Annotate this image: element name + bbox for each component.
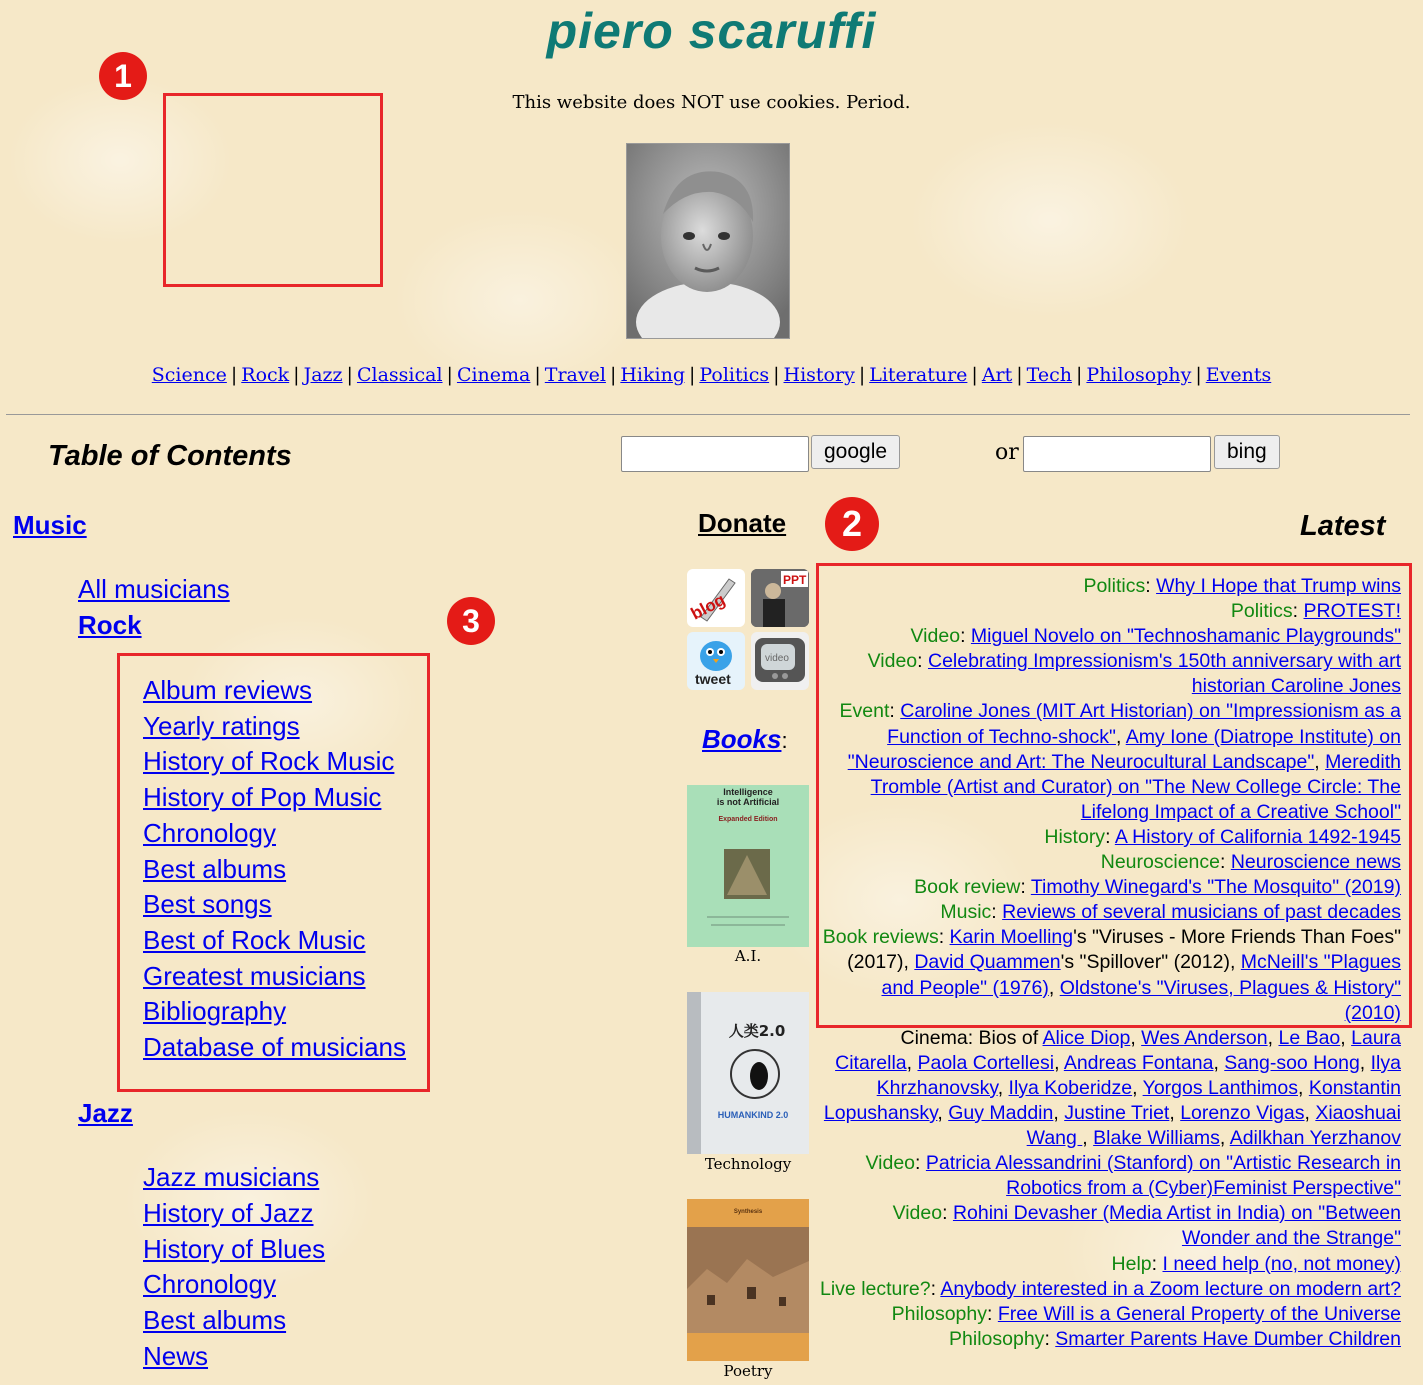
book-caption-poetry: Poetry xyxy=(723,1362,773,1380)
nav-cinema[interactable]: Cinema xyxy=(456,364,531,386)
nav-separator: | xyxy=(1076,364,1083,386)
news-link[interactable]: Anybody interested in a Zoom lecture on modern art? xyxy=(940,1277,1402,1300)
news-link[interactable]: I need help (no, not money) xyxy=(1162,1252,1401,1275)
news-category: Philosophy xyxy=(949,1327,1045,1350)
news-link[interactable]: Laura Citarella xyxy=(835,1026,1401,1074)
rock-database-of-musicians[interactable]: Database of musicians xyxy=(143,1032,407,1062)
news-text: , xyxy=(1132,1076,1143,1099)
news-item: Philosophy: Smarter Parents Have Dumber Children xyxy=(949,1327,1401,1350)
news-category: History xyxy=(1044,825,1106,848)
badge-3: 3 xyxy=(447,597,495,645)
news-item: History: A History of California 1492-1945 xyxy=(1044,825,1401,848)
news-link[interactable]: Adilkhan Yerzhanov xyxy=(1229,1127,1401,1150)
nav-separator: | xyxy=(773,364,780,386)
rock-best-albums[interactable]: Best albums xyxy=(143,854,287,884)
news-item: Video: Celebrating Impressionism's 150th anniversary with art historian Caroline Jones xyxy=(867,650,1401,698)
nav-separator: | xyxy=(609,364,617,386)
news-link[interactable]: Sang-soo Hong xyxy=(1224,1051,1360,1074)
news-link[interactable]: Patricia Alessandrini (Stanford) on "Artistic Research in Robotics from a (Cyber)Feminist Perspective" xyxy=(925,1152,1401,1200)
news-category: Video xyxy=(910,625,961,648)
news-item: Event: Caroline Jones (MIT Art Historian) on "Impressionism as a Function of Techno-shock", Amy Ione (Diatrope Institute) on "Neuroscience and Art: The Neurocultural Landscape", Meredith Tromble (Artist and Curator) on "The New College Circle: The Lifelong Impact of a Creative School" xyxy=(839,700,1401,823)
nav-rock[interactable]: Rock xyxy=(241,364,290,386)
nav-tech[interactable]: Tech xyxy=(1026,364,1072,386)
news-link[interactable]: Le Bao xyxy=(1278,1026,1341,1049)
news-category: Book reviews xyxy=(822,926,939,949)
news-link[interactable]: McNeill's "Plagues and People" (1976) xyxy=(881,951,1401,999)
rock-yearly-ratings[interactable]: Yearly ratings xyxy=(143,711,300,741)
nav-history[interactable]: History xyxy=(783,364,855,386)
jazz-history-of-jazz[interactable]: History of Jazz xyxy=(143,1198,314,1228)
nav-separator: | xyxy=(1016,364,1023,386)
news-text: 's "Spillover" (2012), xyxy=(1060,951,1241,974)
news-item: Neuroscience: Neuroscience news xyxy=(1100,851,1401,874)
nav-separator: | xyxy=(534,364,541,386)
news-text: , xyxy=(1314,750,1326,773)
news-item: Politics: PROTEST! xyxy=(1230,600,1401,623)
bing-search-button[interactable]: bing xyxy=(1214,435,1280,469)
toc-rock[interactable]: Rock xyxy=(78,610,142,640)
news-category: Video xyxy=(867,650,918,673)
news-category: Music xyxy=(940,901,992,924)
news-link[interactable]: Ilya Koberidze xyxy=(1008,1076,1133,1099)
news-link[interactable]: Oldstone's "Viruses, Plagues & History" (2010) xyxy=(1059,976,1401,1024)
highlight-box-2 xyxy=(816,563,1412,1028)
divider xyxy=(6,414,1410,415)
news-category: Video xyxy=(892,1202,943,1225)
jazz-news[interactable]: News xyxy=(143,1341,209,1371)
news-link[interactable]: Reviews of several musicians of past decades xyxy=(1002,901,1401,924)
google-search-input[interactable] xyxy=(621,436,809,472)
news-link[interactable]: Lorenzo Vigas xyxy=(1180,1101,1305,1124)
or-label: or xyxy=(995,440,1019,465)
svg-text:video: video xyxy=(765,653,789,664)
news-link[interactable]: Amy Ione (Diatrope Institute) on "Neuroscience and Art: The Neurocultural Landscape" xyxy=(847,725,1401,773)
news-text: , xyxy=(1267,1026,1279,1049)
rock-history-of-pop[interactable]: History of Pop Music xyxy=(143,782,382,812)
news-text: , xyxy=(1130,1026,1142,1049)
jazz-musicians[interactable]: Jazz musicians xyxy=(143,1162,320,1192)
news-text: , xyxy=(1053,1101,1065,1124)
news-link[interactable]: Konstantin Lopushansky xyxy=(823,1076,1401,1124)
news-text: , xyxy=(1169,1101,1181,1124)
news-link[interactable]: Paola Cortellesi xyxy=(917,1051,1055,1074)
news-link[interactable]: Neuroscience news xyxy=(1230,851,1401,874)
news-text: , xyxy=(1115,725,1126,748)
nav-art[interactable]: Art xyxy=(981,364,1013,386)
toc-jazz[interactable]: Jazz xyxy=(78,1098,133,1128)
news-item: Video: Miguel Novelo on "Technoshamanic Playgrounds" xyxy=(910,625,1401,648)
news-link[interactable]: A History of California 1492-1945 xyxy=(1114,825,1401,848)
latest-heading: Latest xyxy=(1300,510,1386,542)
rock-chronology[interactable]: Chronology xyxy=(143,818,276,848)
nav-politics[interactable]: Politics xyxy=(699,364,770,386)
news-link[interactable]: PROTEST! xyxy=(1303,600,1401,623)
news-link[interactable]: Smarter Parents Have Dumber Children xyxy=(1055,1327,1401,1350)
svg-text:tweet: tweet xyxy=(695,671,731,687)
svg-text:人类2.0: 人类2.0 xyxy=(728,1022,786,1040)
news-link[interactable]: Guy Maddin xyxy=(948,1101,1054,1124)
nav-separator: | xyxy=(346,364,353,386)
toc-music[interactable]: Music xyxy=(13,510,87,540)
jazz-chronology[interactable]: Chronology xyxy=(143,1269,276,1299)
news-text: , xyxy=(1054,1051,1064,1074)
news-item: Help: I need help (no, not money) xyxy=(1111,1252,1401,1275)
rock-greatest-musicians[interactable]: Greatest musicians xyxy=(143,961,366,991)
top-navigation xyxy=(0,364,1423,386)
nav-separator: | xyxy=(293,364,300,386)
nav-hiking[interactable]: Hiking xyxy=(620,364,685,386)
nav-separator: | xyxy=(446,364,453,386)
google-search-button[interactable]: google xyxy=(811,435,900,469)
news-item: Video: Rohini Devasher (Media Artist in India) on "Between Wonder and the Strange" xyxy=(892,1202,1401,1250)
rock-best-songs[interactable]: Best songs xyxy=(143,889,272,919)
news-item: Book reviews: Karin Moelling's "Viruses - More Friends Than Foes" (2017), David Quammen's "Spillover" (2012), McNeill's "Plagues and People" (1976), Oldstone's "Viruses, Plagues & History" (2010) xyxy=(822,926,1401,1024)
news-text: , xyxy=(1359,1051,1371,1074)
book-cover-ai[interactable] xyxy=(687,785,809,947)
toc-heading: Table of Contents xyxy=(48,440,292,472)
news-link[interactable]: Celebrating Impressionism's 150th anniversary with art historian Caroline Jones xyxy=(927,650,1401,698)
news-link[interactable]: Caroline Jones (MIT Art Historian) on "Impressionism as a Function of Techno-shock" xyxy=(887,700,1401,748)
rock-history-of-rock[interactable]: History of Rock Music xyxy=(143,746,395,776)
news-item: Book review: Timothy Winegard's "The Mosquito" (2019) xyxy=(914,876,1401,899)
news-item: Philosophy: Free Will is a General Property of the Universe xyxy=(891,1302,1401,1325)
news-link[interactable]: Free Will is a General Property of the Universe xyxy=(997,1302,1401,1325)
nav-separator: | xyxy=(688,364,696,386)
nav-separator: | xyxy=(230,364,238,386)
svg-text:Expanded Edition: Expanded Edition xyxy=(718,816,778,823)
news-text: , xyxy=(1298,1076,1309,1099)
site-title: piero scaruffi xyxy=(546,3,877,59)
news-link[interactable]: David Quammen xyxy=(914,951,1061,974)
nav-jazz[interactable]: Jazz xyxy=(303,364,343,386)
news-link[interactable]: Rohini Devasher (Media Artist in India) on "Between Wonder and the Strange" xyxy=(952,1202,1401,1250)
book-caption-technology: Technology xyxy=(704,1155,792,1173)
news-link[interactable]: Yorgos Lanthimos xyxy=(1142,1076,1298,1099)
svg-text:PPT: PPT xyxy=(783,573,807,587)
news-text: 's "Viruses - More Friends Than Foes" (2017), xyxy=(847,926,1401,974)
book-cover-technology[interactable] xyxy=(687,992,809,1154)
news-category: Philosophy xyxy=(891,1302,987,1325)
rock-bibliography[interactable]: Bibliography xyxy=(143,996,287,1026)
donate-link[interactable]: Donate xyxy=(698,508,787,538)
badge-2: 2 xyxy=(825,497,879,551)
news-category: Video xyxy=(865,1152,916,1175)
news-link[interactable]: Ilya Khrzhanovsky xyxy=(876,1051,1401,1099)
svg-text:HUMANKIND 2.0: HUMANKIND 2.0 xyxy=(717,1110,789,1120)
nav-separator: | xyxy=(858,364,866,386)
bing-search-input[interactable] xyxy=(1023,436,1211,472)
news-category: Cinema xyxy=(900,1026,968,1049)
ppt-icon[interactable] xyxy=(751,569,809,627)
highlight-box-1 xyxy=(163,93,383,287)
nav-classical[interactable]: Classical xyxy=(356,364,443,386)
books-link[interactable]: Books xyxy=(702,724,782,754)
news-text: , xyxy=(906,1051,918,1074)
news-text: , xyxy=(1219,1127,1230,1150)
news-text: , xyxy=(1082,1127,1094,1150)
news-category: Politics xyxy=(1083,575,1146,597)
nav-science[interactable]: Science xyxy=(151,364,227,386)
svg-text:Intelligence: Intelligence xyxy=(723,787,773,797)
toc-all-musicians[interactable]: All musicians xyxy=(78,574,230,604)
video-icon[interactable] xyxy=(751,632,809,690)
jazz-best-albums[interactable]: Best albums xyxy=(143,1305,287,1335)
news-text: , xyxy=(997,1076,1009,1099)
news-link[interactable]: Alice Diop xyxy=(1042,1026,1131,1049)
news-category: Neuroscience xyxy=(1100,851,1220,874)
news-link[interactable]: Andreas Fontana xyxy=(1063,1051,1214,1074)
news-text: Bios of xyxy=(978,1026,1043,1049)
news-category: Politics xyxy=(1230,600,1293,623)
svg-text:blog: blog xyxy=(687,589,729,624)
news-category: Help xyxy=(1111,1252,1152,1275)
nav-travel[interactable]: Travel xyxy=(544,364,606,386)
news-category: Live lecture? xyxy=(820,1277,931,1300)
news-item: Cinema: Bios of Alice Diop, Wes Anderson, Le Bao, Laura Citarella, Paola Cortellesi, Andreas Fontana, Sang-soo Hong, Ilya Khrzhanovsky, Ilya Koberidze, Yorgos Lanthimos, Konstantin Lopushansky, Guy Maddin, Justine Triet, Lorenzo Vigas, Xiaoshuai Wang , Blake Williams, Adilkhan Yerzhanov xyxy=(823,1026,1401,1150)
svg-text:Synthesis: Synthesis xyxy=(733,1209,763,1215)
rock-album-reviews[interactable]: Album reviews xyxy=(143,675,313,705)
svg-text:is not Artificial: is not Artificial xyxy=(716,797,780,807)
tweet-icon[interactable] xyxy=(687,632,745,690)
news-item: Video: Patricia Alessandrini (Stanford) on "Artistic Research in Robotics from a (Cyber)Feminist Perspective" xyxy=(865,1152,1401,1200)
books-heading-row xyxy=(702,724,788,755)
cookie-notice: This website does NOT use cookies. Period. xyxy=(512,92,911,113)
news-link[interactable]: Timothy Winegard's "The Mosquito" (2019) xyxy=(1030,876,1401,899)
news-link[interactable]: Justine Triet xyxy=(1064,1101,1170,1124)
nav-events[interactable]: Events xyxy=(1205,364,1272,386)
nav-separator: | xyxy=(971,364,978,386)
nav-literature[interactable]: Literature xyxy=(869,364,968,386)
jazz-history-of-blues[interactable]: History of Blues xyxy=(143,1234,326,1264)
news-text: , xyxy=(1304,1101,1316,1124)
book-cover-poetry[interactable] xyxy=(687,1199,809,1361)
nav-separator: | xyxy=(1195,364,1202,386)
news-link[interactable]: Meredith Tromble (Artist and Curator) on "The New College Circle: The Lifelong Impact of a Creative School" xyxy=(870,750,1401,823)
news-link[interactable]: Karin Moelling xyxy=(949,926,1074,949)
news-link[interactable]: Miguel Novelo on "Technoshamanic Playgrounds" xyxy=(970,625,1401,648)
news-category: Event xyxy=(839,700,890,723)
news-text: , xyxy=(1340,1026,1352,1049)
blog-icon[interactable] xyxy=(687,569,745,627)
news-category: Book review xyxy=(914,876,1021,899)
news-item: Politics: Why I Hope that Trump wins xyxy=(1083,575,1401,597)
news-item: Music: Reviews of several musicians of past decades xyxy=(940,901,1401,924)
book-caption-ai: A.I. xyxy=(734,947,762,965)
news-link[interactable]: Wes Anderson xyxy=(1141,1026,1268,1049)
badge-1: 1 xyxy=(99,52,147,100)
rock-best-of-rock[interactable]: Best of Rock Music xyxy=(143,925,366,955)
author-photo xyxy=(626,143,790,339)
news-link[interactable]: Why I Hope that Trump wins xyxy=(1156,575,1401,597)
news-link[interactable]: Blake Williams xyxy=(1093,1127,1220,1150)
news-text: , xyxy=(1213,1051,1225,1074)
news-item: Live lecture?: Anybody interested in a Zoom lecture on modern art? xyxy=(820,1277,1402,1300)
nav-philosophy[interactable]: Philosophy xyxy=(1086,364,1192,386)
books-colon: : xyxy=(781,728,788,753)
news-link[interactable]: Xiaoshuai Wang xyxy=(1026,1101,1401,1150)
news-text: , xyxy=(937,1101,949,1124)
news-text: , xyxy=(1048,976,1060,999)
